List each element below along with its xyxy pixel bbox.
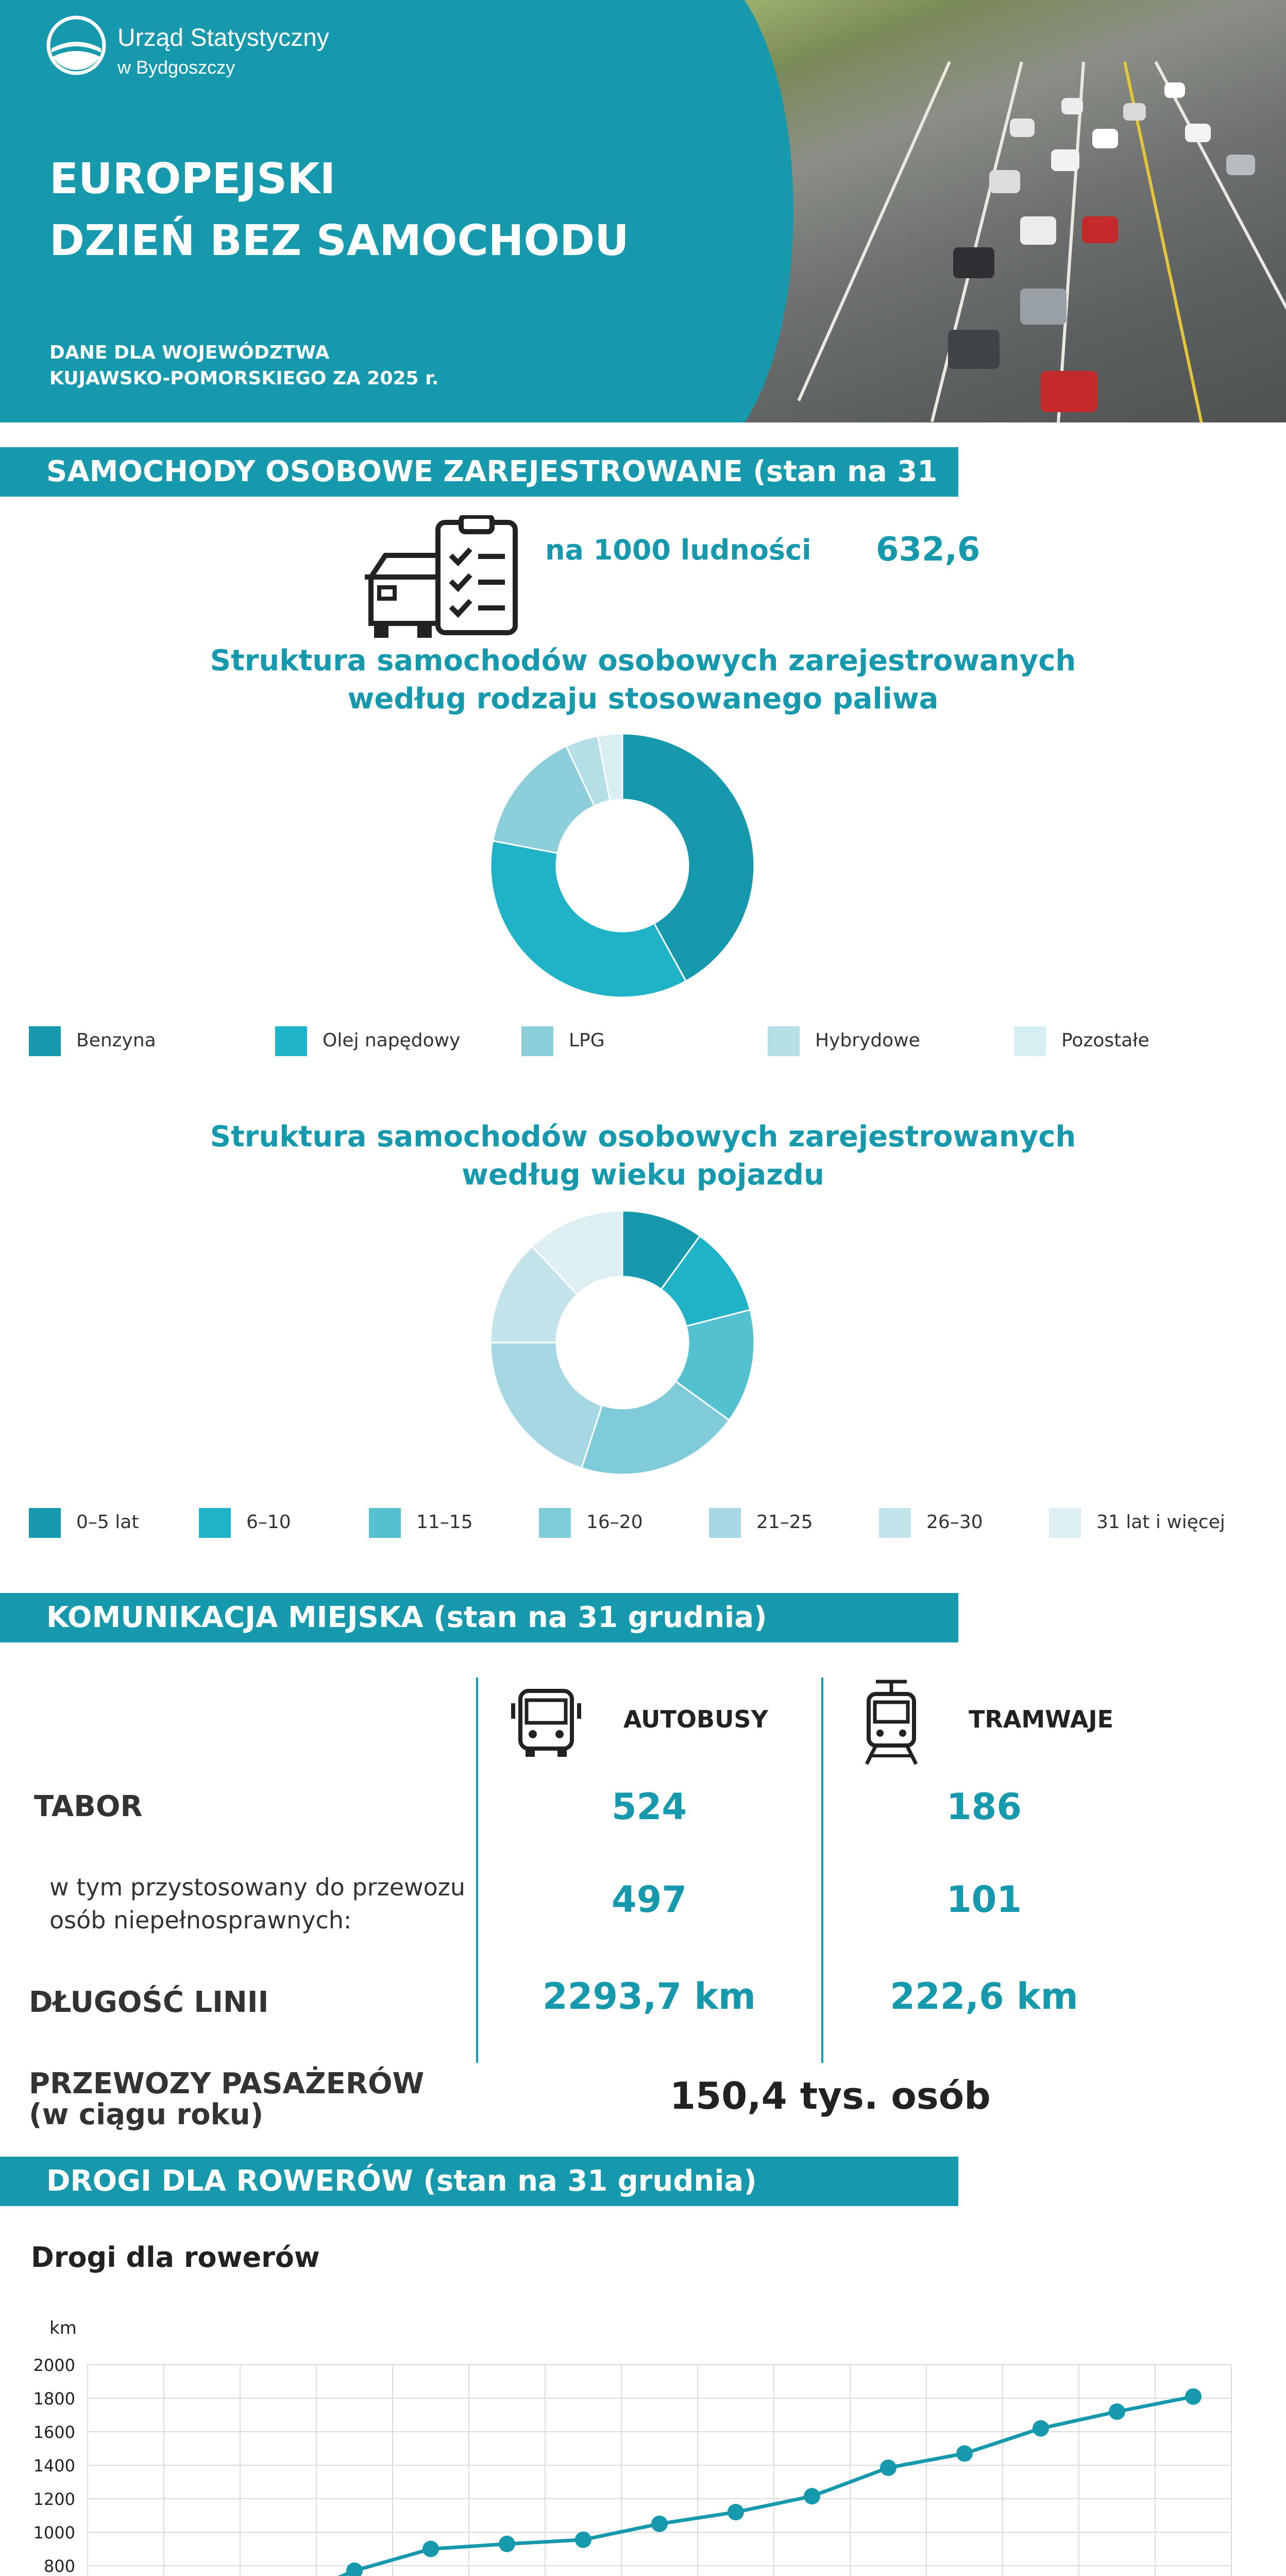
data-point	[880, 2460, 896, 2476]
row-label-length: DŁUGOŚĆ LINII	[29, 1986, 269, 2019]
fuel-chart-title-1: Struktura samochodów osobowych zarejestrowanych	[210, 644, 1076, 677]
legend-swatch	[1014, 1026, 1046, 1056]
header-curve-shape	[577, 0, 793, 422]
data-point	[1109, 2403, 1125, 2420]
legend-item	[1014, 1025, 1149, 1056]
age-chart-title-1: Struktura samochodów osobowych zarejestrowanych	[210, 1120, 1076, 1154]
age-legend	[0, 1507, 1286, 1538]
highway-photo	[732, 0, 1286, 422]
legend-item	[29, 1025, 156, 1056]
logo-name: Urząd Statystyczny	[117, 24, 329, 52]
legend-label: 11–15	[416, 1512, 473, 1533]
y-tick-label: 1800	[33, 2389, 75, 2409]
y-tick-label: 2000	[33, 2355, 75, 2375]
fuel-legend	[0, 1025, 1286, 1056]
legend-label: Hybrydowe	[815, 1030, 920, 1051]
length-bus-value: 2293,7 km	[543, 1975, 756, 2018]
data-point	[1033, 2420, 1049, 2437]
legend-swatch	[521, 1026, 553, 1056]
data-point	[956, 2445, 973, 2462]
legend-item	[369, 1507, 473, 1538]
page-title-line1: EUROPEJSKI	[49, 155, 336, 204]
bike-paths-line-chart	[0, 2298, 1286, 2576]
page-subtitle-line1: DANE DLA WOJEWÓDZTWA	[49, 342, 330, 363]
y-tick-label: 1600	[33, 2422, 75, 2442]
col-tram-header: TRAMWAJE	[969, 1705, 1113, 1733]
row-label-adapted-2: osób niepełnosprawnych:	[49, 1906, 352, 1934]
legend-swatch	[879, 1508, 911, 1538]
row-label-passengers-1: PRZEWOZY PASAŻERÓW	[29, 2067, 425, 2100]
y-tick-label: 1200	[33, 2489, 75, 2509]
legend-item	[709, 1507, 813, 1538]
legend-swatch	[369, 1508, 401, 1538]
legend-label: Benzyna	[76, 1030, 156, 1051]
data-point	[651, 2516, 668, 2532]
legend-item	[879, 1507, 983, 1538]
legend-label: 21–25	[756, 1512, 813, 1533]
column-divider	[821, 1677, 823, 2063]
legend-swatch	[709, 1508, 741, 1538]
data-point	[804, 2488, 820, 2504]
logo-icon	[45, 14, 107, 76]
tabor-bus-value: 524	[611, 1786, 687, 1828]
legend-swatch	[29, 1508, 61, 1538]
age-donut-chart	[488, 1209, 756, 1477]
legend-item	[1049, 1507, 1225, 1538]
row-label-tabor: TABOR	[34, 1790, 143, 1823]
page-subtitle-line2: KUJAWSKO-POMORSKIEGO ZA 2025 r.	[49, 368, 439, 389]
series-line	[126, 2397, 1193, 2576]
data-point	[727, 2504, 744, 2520]
fuel-chart-title-2: według rodzaju stosowanego paliwa	[347, 682, 939, 716]
legend-item	[521, 1025, 605, 1056]
per-1000-label: na 1000 ludności	[545, 534, 811, 566]
legend-item	[275, 1025, 460, 1056]
passengers-value: 150,4 tys. osób	[670, 2074, 991, 2117]
column-divider	[476, 1677, 478, 2063]
legend-label: 26–30	[926, 1512, 983, 1533]
legend-label: 6–10	[246, 1512, 291, 1533]
tabor-tram-value: 186	[946, 1786, 1022, 1828]
legend-label: Pozostałe	[1061, 1030, 1149, 1051]
col-bus-header: AUTOBUSY	[623, 1705, 768, 1733]
legend-swatch	[539, 1508, 571, 1538]
row-label-adapted-1: w tym przystosowany do przewozu	[49, 1873, 466, 1901]
section-bar-bikes: DROGI DLA ROWERÓW (stan na 31 grudnia)	[0, 2157, 958, 2206]
y-tick-label: 800	[43, 2556, 75, 2576]
data-point	[1185, 2388, 1202, 2405]
age-chart-title-2: według wieku pojazdu	[462, 1158, 824, 1192]
legend-item	[768, 1025, 920, 1056]
page-title-line2: DZIEŃ BEZ SAMOCHODU	[49, 216, 629, 265]
legend-label: 0–5 lat	[76, 1512, 139, 1533]
bus-icon	[510, 1683, 582, 1760]
legend-swatch	[1049, 1508, 1081, 1538]
legend-item	[539, 1507, 643, 1538]
y-axis-unit: km	[49, 2318, 77, 2338]
donut-slice-4	[490, 1343, 602, 1468]
logo-sub: w Bydgoszczy	[117, 57, 235, 78]
legend-label: 16–20	[586, 1512, 643, 1533]
legend-swatch	[29, 1026, 61, 1056]
adapted-bus-value: 497	[611, 1878, 687, 1921]
legend-label: Olej napędowy	[323, 1030, 461, 1051]
section-bar-transport: KOMUNIKACJA MIEJSKA (stan na 31 grudnia)	[0, 1593, 958, 1642]
adapted-tram-value: 101	[946, 1878, 1022, 1921]
fuel-donut-chart	[488, 732, 756, 999]
y-tick-label: 1400	[33, 2456, 75, 2476]
section-bar-cars: SAMOCHODY OSOBOWE ZAREJESTROWANE (stan na 31 grudnia)	[0, 447, 958, 497]
legend-swatch	[275, 1026, 307, 1056]
legend-item	[199, 1507, 291, 1538]
per-1000-value: 632,6	[876, 531, 980, 569]
tram-icon	[860, 1679, 922, 1766]
data-point	[422, 2541, 439, 2557]
data-point	[499, 2536, 515, 2552]
legend-label: 31 lat i więcej	[1096, 1512, 1225, 1533]
y-tick-label: 1000	[33, 2523, 75, 2543]
donut-slice-1	[490, 841, 686, 997]
legend-swatch	[199, 1508, 231, 1538]
line-chart-title: Drogi dla rowerów	[31, 2241, 320, 2274]
data-point	[575, 2532, 591, 2548]
legend-item	[29, 1507, 139, 1538]
legend-label: LPG	[569, 1030, 605, 1051]
header-banner	[0, 0, 1286, 422]
row-label-passengers-2: (w ciągu roku)	[29, 2098, 264, 2131]
legend-swatch	[768, 1026, 800, 1056]
length-tram-value: 222,6 km	[890, 1975, 1078, 2018]
car-checklist-icon	[361, 515, 520, 639]
data-point	[346, 2563, 363, 2576]
